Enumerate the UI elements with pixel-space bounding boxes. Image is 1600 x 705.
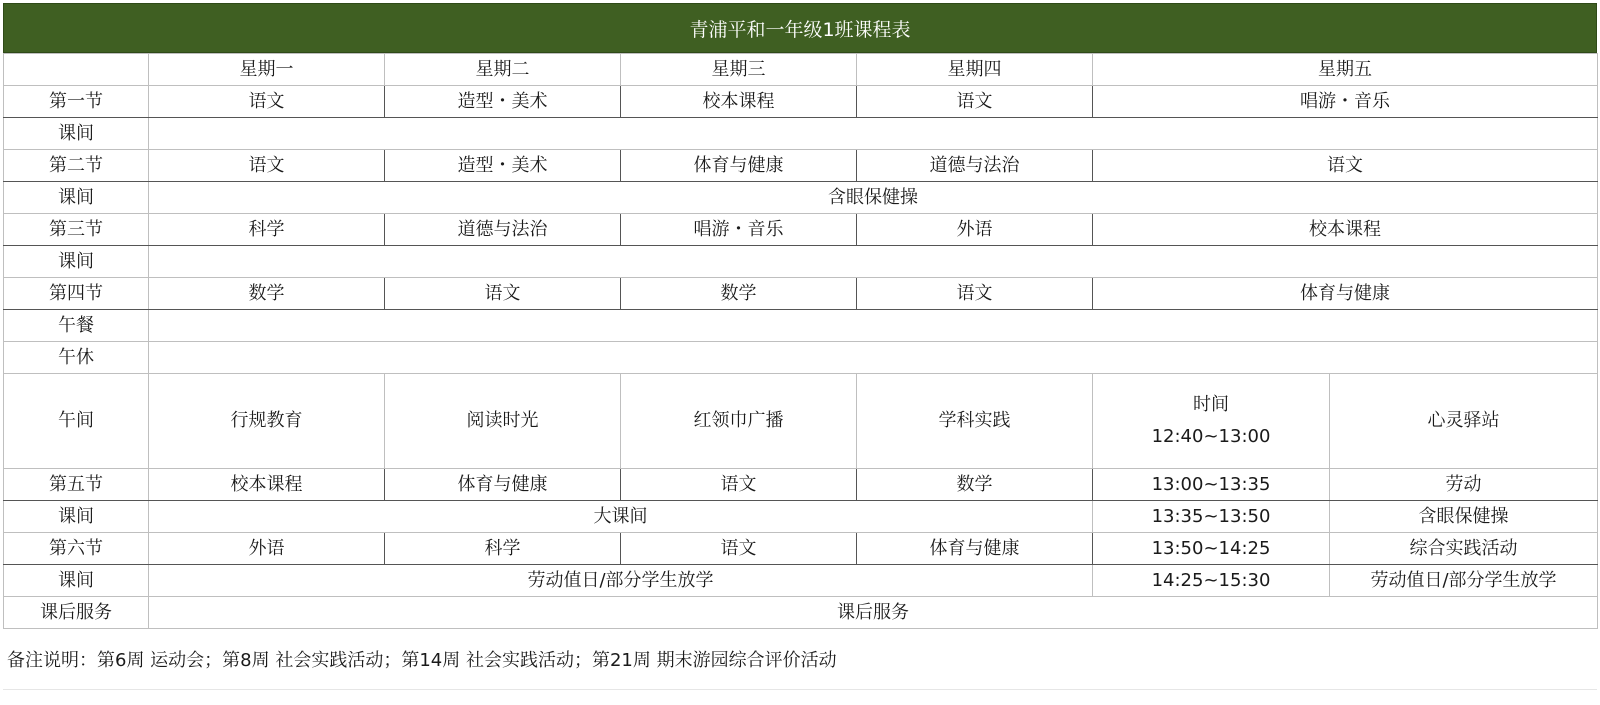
- time-cell[interactable]: 14:25~15:30: [1093, 565, 1330, 597]
- row-label[interactable]: 第五节: [4, 469, 149, 501]
- table-cell[interactable]: 语文: [149, 86, 385, 118]
- row-label[interactable]: 课间: [4, 565, 149, 597]
- day-wednesday[interactable]: 星期三: [621, 54, 857, 86]
- time-cell[interactable]: [1093, 374, 1330, 469]
- period-5-row: [4, 469, 1598, 501]
- table-cell[interactable]: 数学: [621, 278, 857, 310]
- timetable: [3, 53, 1598, 629]
- table-cell[interactable]: [149, 246, 1598, 278]
- period-2-row: [4, 150, 1598, 182]
- break-3-row: [4, 246, 1598, 278]
- table-cell[interactable]: 语文: [621, 533, 857, 565]
- lunch-row: [4, 310, 1598, 342]
- table-cell[interactable]: 语文: [1093, 150, 1598, 182]
- break-5-row: [4, 501, 1598, 533]
- table-cell[interactable]: 外语: [857, 214, 1093, 246]
- table-cell[interactable]: 语文: [385, 278, 621, 310]
- table-cell[interactable]: 劳动值日/部分学生放学: [149, 565, 1093, 597]
- activity-cell[interactable]: 劳动: [1330, 469, 1598, 501]
- time-label: 时间: [1193, 394, 1229, 415]
- period-6-row: [4, 533, 1598, 565]
- row-label[interactable]: 午间: [4, 374, 149, 469]
- table-cell[interactable]: 校本课程: [149, 469, 385, 501]
- table-cell[interactable]: 行规教育: [149, 374, 385, 469]
- header-row: [4, 54, 1598, 86]
- corner-cell[interactable]: [4, 54, 149, 86]
- period-1-row: [4, 86, 1598, 118]
- row-label[interactable]: 第二节: [4, 150, 149, 182]
- day-friday[interactable]: 星期五: [1093, 54, 1598, 86]
- table-cell[interactable]: 语文: [857, 86, 1093, 118]
- period-4-row: [4, 278, 1598, 310]
- day-thursday[interactable]: 星期四: [857, 54, 1093, 86]
- table-cell[interactable]: 校本课程: [1093, 214, 1598, 246]
- row-label[interactable]: 课间: [4, 118, 149, 150]
- day-tuesday[interactable]: 星期二: [385, 54, 621, 86]
- table-cell[interactable]: 科学: [149, 214, 385, 246]
- row-label[interactable]: 课间: [4, 246, 149, 278]
- activity-cell[interactable]: 心灵驿站: [1330, 374, 1598, 469]
- timetable-title[interactable]: 青浦平和一年级1班课程表: [3, 3, 1597, 53]
- activity-cell[interactable]: 含眼保健操: [1330, 501, 1598, 533]
- time-cell[interactable]: 13:00~13:35: [1093, 469, 1330, 501]
- time-value: 12:40~13:00: [1151, 426, 1271, 447]
- table-cell[interactable]: 科学: [385, 533, 621, 565]
- activity-cell[interactable]: 综合实践活动: [1330, 533, 1598, 565]
- table-cell[interactable]: 道德与法治: [857, 150, 1093, 182]
- row-label[interactable]: 课间: [4, 182, 149, 214]
- break-1-row: [4, 118, 1598, 150]
- table-cell[interactable]: 体育与健康: [385, 469, 621, 501]
- nap-row: [4, 342, 1598, 374]
- time-cell[interactable]: 13:35~13:50: [1093, 501, 1330, 533]
- break-2-row: [4, 182, 1598, 214]
- table-cell[interactable]: 学科实践: [857, 374, 1093, 469]
- break-6-row: [4, 565, 1598, 597]
- after-school-row: [4, 597, 1598, 629]
- table-cell[interactable]: 体育与健康: [621, 150, 857, 182]
- table-cell[interactable]: 唱游・音乐: [1093, 86, 1598, 118]
- activity-cell[interactable]: 劳动值日/部分学生放学: [1330, 565, 1598, 597]
- time-cell[interactable]: 13:50~14:25: [1093, 533, 1330, 565]
- table-cell[interactable]: 造型・美术: [385, 86, 621, 118]
- table-cell[interactable]: [149, 310, 1598, 342]
- row-label[interactable]: 午休: [4, 342, 149, 374]
- remarks-note[interactable]: 备注说明：第6周 运动会；第8周 社会实践活动；第14周 社会实践活动；第21周 期末游园综合评价活动: [3, 629, 1597, 690]
- row-label[interactable]: 第六节: [4, 533, 149, 565]
- table-cell[interactable]: [149, 118, 1598, 150]
- table-cell[interactable]: 造型・美术: [385, 150, 621, 182]
- table-cell[interactable]: 语文: [621, 469, 857, 501]
- row-label[interactable]: 第三节: [4, 214, 149, 246]
- period-3-row: [4, 214, 1598, 246]
- table-cell[interactable]: 语文: [857, 278, 1093, 310]
- table-cell[interactable]: 含眼保健操: [149, 182, 1598, 214]
- table-cell[interactable]: 外语: [149, 533, 385, 565]
- row-label[interactable]: 课后服务: [4, 597, 149, 629]
- table-cell[interactable]: 阅读时光: [385, 374, 621, 469]
- table-cell[interactable]: 大课间: [149, 501, 1093, 533]
- table-cell[interactable]: [149, 342, 1598, 374]
- table-cell[interactable]: 体育与健康: [857, 533, 1093, 565]
- table-cell[interactable]: 道德与法治: [385, 214, 621, 246]
- row-label[interactable]: 第一节: [4, 86, 149, 118]
- table-cell[interactable]: 校本课程: [621, 86, 857, 118]
- table-cell[interactable]: 红领巾广播: [621, 374, 857, 469]
- day-monday[interactable]: 星期一: [149, 54, 385, 86]
- noon-row: [4, 374, 1598, 469]
- row-label[interactable]: 午餐: [4, 310, 149, 342]
- table-cell[interactable]: 唱游・音乐: [621, 214, 857, 246]
- table-cell[interactable]: 语文: [149, 150, 385, 182]
- table-cell[interactable]: 数学: [857, 469, 1093, 501]
- table-cell[interactable]: 课后服务: [149, 597, 1598, 629]
- table-cell[interactable]: 数学: [149, 278, 385, 310]
- row-label[interactable]: 课间: [4, 501, 149, 533]
- timetable-sheet: [3, 3, 1597, 690]
- table-cell[interactable]: 体育与健康: [1093, 278, 1598, 310]
- row-label[interactable]: 第四节: [4, 278, 149, 310]
